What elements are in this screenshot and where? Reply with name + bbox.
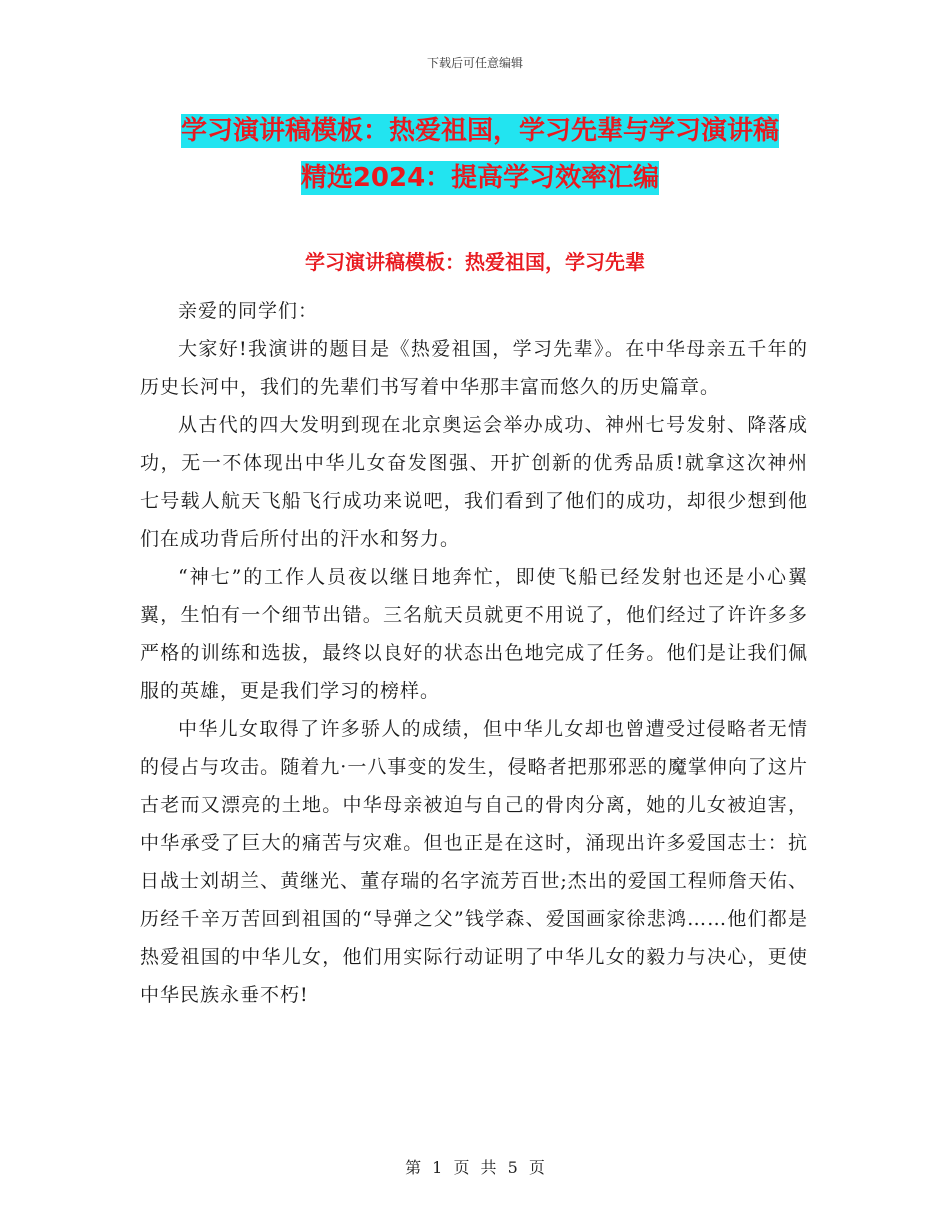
speech-body (140, 292, 808, 1014)
paragraph: “神七”的工作人员夜以继日地奔忙，即使飞船已经发射也还是小心翼翼，生怕有一个细节出错。三名航天员就更不用说了，他们经过了许许多多严格的训练和选拔，最终以良好的状态出色地完成了任务。他们是让我们佩服的英雄，更是我们学习的榜样。 (140, 566, 808, 702)
paragraph: 从古代的四大发明到现在北京奥运会举办成功、神州七号发射、降落成功，无一不体现出中华儿女奋发图强、开扩创新的优秀品质!就拿这次神州七号载人航天飞船飞行成功来说吧，我们看到了他们的成功，却很少想到他们在成功背后所付出的汗水和努力。 (140, 414, 808, 550)
paragraph: 中华儿女取得了许多骄人的成绩，但中华儿女却也曾遭受过侵略者无情的侵占与攻击。随着九·一八事变的发生，侵略者把那邪恶的魔掌伸向了这片古老而又漂亮的土地。中华母亲被迫与自己的骨肉分离，她的儿女被迫害，中华承受了巨大的痛苦与灾难。但也正是在这时，涌现出许多爱国志士：抗日战士刘胡兰、黄继光、董存瑞的名字流芳百世;杰出的爱国工程师詹天佑、历经千辛万苦回到祖国的“导弹之父”钱学森、爱国画家徐悲鸿……他们都是热爱祖国的中华儿女，他们用实际行动证明了中华儿女的毅力与决心，更使中华民族永垂不朽! (140, 718, 808, 1006)
header-note: 下载后可任意编辑 (426, 56, 523, 70)
paragraph-greeting: 亲爱的同学们： (178, 300, 319, 322)
page-number-footer: 第 1 页 共 5 页 (405, 1158, 545, 1177)
document-title-line1: 学习演讲稿模板：热爱祖国，学习先辈与学习演讲稿 (180, 116, 779, 146)
document-title (140, 108, 820, 202)
section-title: 学习演讲稿模板：热爱祖国，学习先辈 (305, 250, 645, 274)
document-title-line2: 精选2024：提高学习效率汇编 (300, 163, 660, 193)
paragraph: 大家好!我演讲的题目是《热爱祖国，学习先辈》。在中华母亲五千年的历史长河中，我们的先辈们书写着中华那丰富而悠久的历史篇章。 (140, 338, 808, 398)
